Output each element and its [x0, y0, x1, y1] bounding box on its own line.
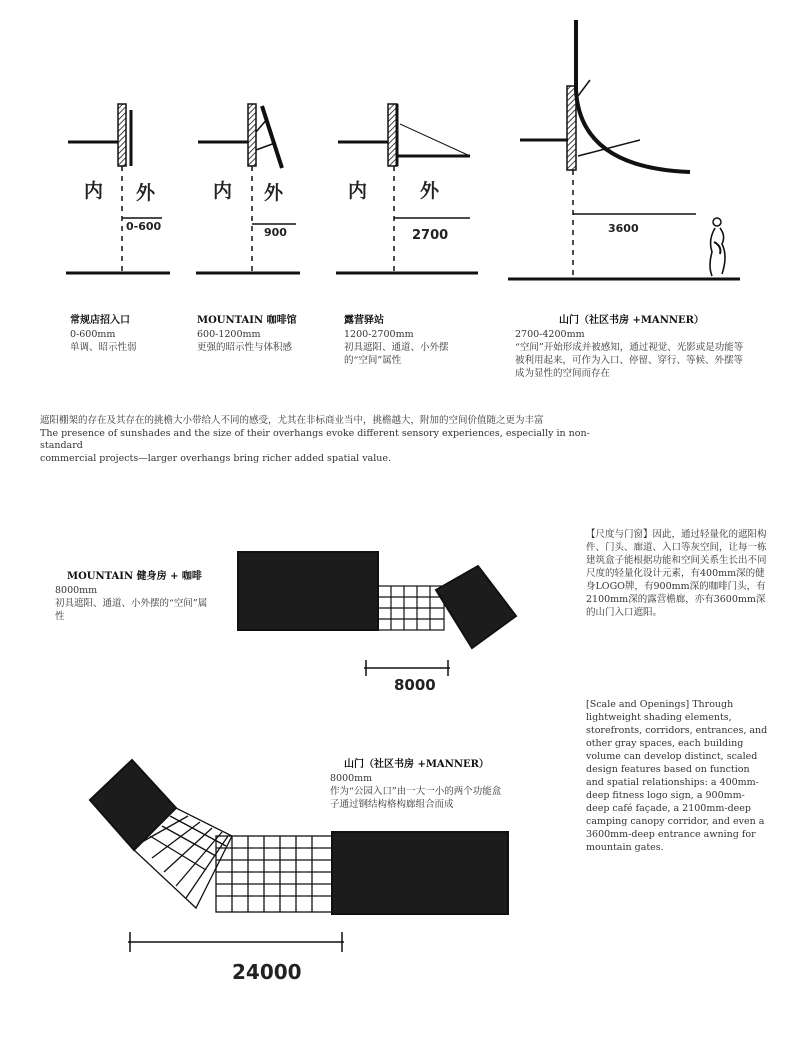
caption-range: 600-1200mm — [197, 329, 261, 340]
caption-desc: 更强的昭示性与体积感 — [197, 342, 293, 353]
intro-text — [40, 415, 600, 465]
caption-range: 1200-2700mm — [344, 329, 414, 340]
caption-2 — [197, 314, 327, 354]
caption-desc: 单调、昭示性弱 — [70, 342, 137, 353]
section-sketches — [0, 0, 800, 300]
section-sketch-2 — [196, 104, 300, 273]
plan2-range: 8000mm — [330, 773, 373, 784]
caption-title: 露营驿站 — [344, 315, 384, 326]
plan1-range: 8000mm — [55, 585, 98, 596]
caption-desc: “空间”开始形成并被感知，通过视觉、光影或是功能等被利用起来，可作为入口、停留、穿行、等候、外摆等成为显性的空间而存在 — [515, 342, 744, 379]
caption-4 — [515, 314, 745, 380]
caption-title: 山门（社区书房 +MANNER） — [559, 315, 704, 326]
intro-cn: 遮阳棚架的存在及其存在的挑檐大小带给人不同的感受，尤其在非标商业当中，挑檐越大，附加的空间价值随之更为丰富 — [40, 415, 544, 426]
inner-label-1: 内 — [84, 180, 104, 202]
caption-title: MOUNTAIN 咖啡馆 — [197, 315, 297, 326]
outer-label-2: 外 — [264, 182, 284, 204]
dim-label-1: 0-600 — [126, 220, 162, 233]
plan2-caption — [330, 758, 510, 811]
plan1-title: MOUNTAIN 健身房 + 咖啡 — [67, 571, 202, 582]
caption-desc: 初具遮阳、通道、小外摆的“空间”属性 — [344, 342, 449, 366]
intro-en-2: commercial projects—larger overhangs bring richer added spatial value. — [40, 452, 392, 464]
caption-range: 0-600mm — [70, 329, 116, 340]
note-en: [Scale and Openings] Through lightweight shading elements, storefronts, corridors, entrances, and other gray spaces, each building volume can develop distinct, scaled design features based on function and spatial relationships: a 400mm-deep fitness logo sign, a 900mm-deep café façade, a 2100mm-deep camping canopy corridor, and even a 3600mm-deep entrance awning for mountain gates. — [586, 699, 768, 853]
caption-title: 常规店招入口 — [70, 315, 130, 326]
plan1-caption — [55, 570, 215, 623]
inner-label-3: 内 — [348, 180, 368, 202]
plan2-title: 山门（社区书房 +MANNER） — [344, 759, 489, 770]
caption-3 — [344, 314, 464, 367]
plan2-desc: 作为“公园入口”由一大一小的两个功能盒子通过钢结构格构廊组合而成 — [330, 786, 502, 810]
dim-label-4: 3600 — [608, 222, 639, 235]
plan1-dim-label: 8000 — [394, 676, 436, 694]
inner-label-2: 内 — [213, 180, 233, 202]
outer-label-3: 外 — [420, 180, 440, 202]
note-cn: 【尺度与门窗】因此，通过轻量化的遮阳构件、门头、廊道、入口等灰空间，让每一栋建筑盒子能根据功能和空间关系生长出不同尺度的轻量化设计元素，有400mm深的健身LOGO牌，有900mm深的咖啡门头，有2100mm深的露营檐廊，亦有3600mm深的山门入口遮阳。 — [586, 529, 767, 618]
intro-en-1: The presence of sunshades and the size of their overhangs evoke different sensory experiences, especially in non-standard — [40, 427, 590, 451]
caption-range: 2700-4200mm — [515, 329, 585, 340]
section-sketch-4 — [508, 20, 740, 279]
human-figure-icon — [710, 218, 725, 276]
plan1-desc: 初具遮阳、通道、小外摆的“空间”属性 — [55, 598, 208, 622]
outer-label-1: 外 — [136, 182, 156, 204]
plan2-dim-label: 24000 — [232, 960, 302, 984]
dim-label-3: 2700 — [412, 228, 449, 243]
plan-sketch-1 — [238, 552, 516, 676]
dim-label-2: 900 — [264, 226, 287, 239]
caption-1 — [70, 314, 190, 354]
